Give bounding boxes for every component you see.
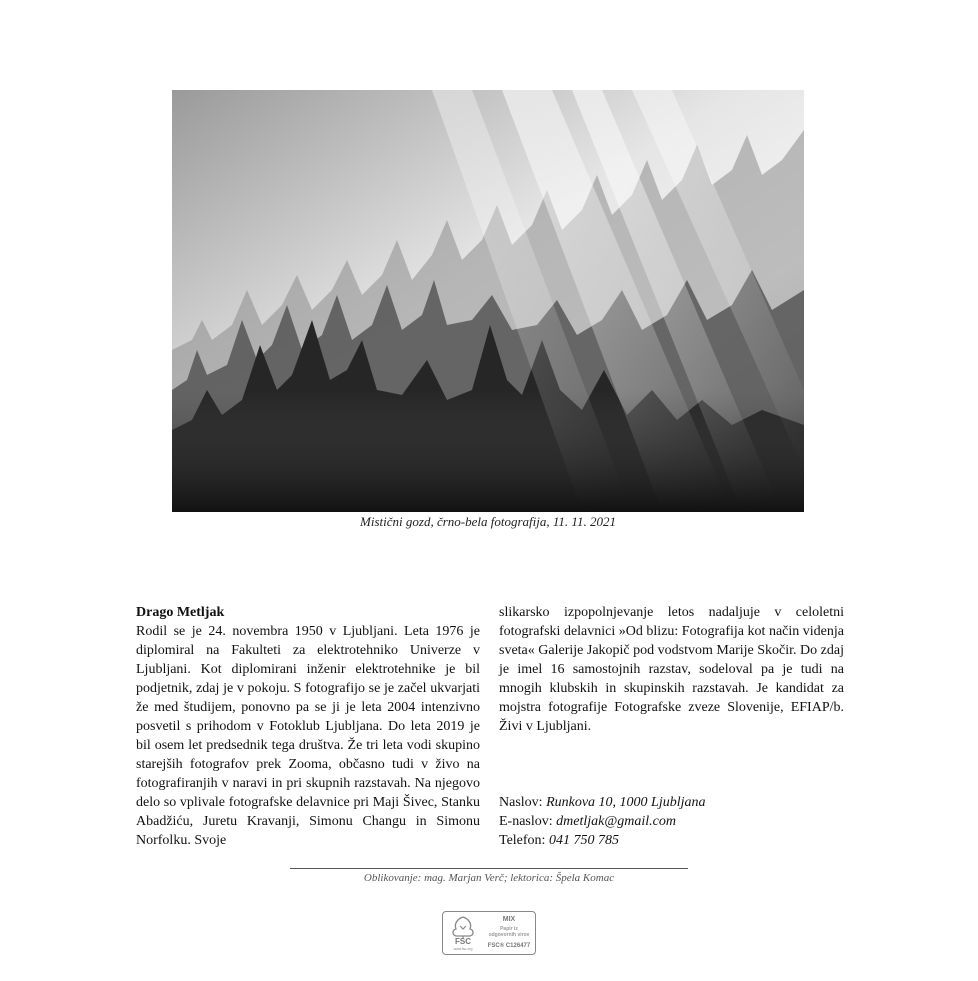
fsc-description-line2: odgovornih virov — [488, 932, 530, 938]
footer-divider — [290, 868, 688, 869]
phone-label: Telefon: — [499, 833, 546, 848]
author-name: Drago Metljak — [136, 605, 225, 620]
bio-column-left — [136, 603, 480, 850]
fsc-description-line1: Papir iz — [500, 926, 518, 932]
phone-value: 041 750 785 — [548, 833, 619, 848]
address-value: Runkova 10, 1000 Ljubljana — [546, 795, 706, 810]
design-credits: Oblikovanje: mag. Marjan Verč; lektorica: Špela Komac — [363, 872, 615, 884]
fsc-logo-url: www.fsc.org — [453, 947, 473, 951]
fsc-logo-text: FSC — [455, 937, 471, 946]
photo-caption: Mistični gozd, črno-bela fotografija, 11. 11. 2021 — [360, 514, 616, 529]
contact-address — [499, 793, 844, 812]
bio-text-left: Rodil se je 24. novembra 1950 v Ljubljani. Leta 1976 je diplomiral na Fakulteti za elektrotehniko Univerze v Ljubljani. Kot diplomirani inženir elektrotehnike je bil podjetnik, zdaj je v pokoju. S fotografijo se je začel ukvarjati že med študijem, ponovno pa se ji je leta 2004 intenzivno posvetil s prihodom v Fotoklub Ljubljana. Do leta 2019 je bil osem let predsednik tega društva. Že tri leta vodi skupino starejših fotografov prek Zooma, občasno tudi v živo na fotografiranjih v naravi in pri skupnih razstavah. Na njegovo delo so vplivale fotografske delavnice pri Maji Šivec, Stanku Abadžiću, Juretu Kravanji, Simonu Changu in Simonu Norfolku. Svoje — [136, 624, 480, 848]
contact-block — [499, 793, 844, 850]
bio-text-right: slikarsko izpopolnjevanje letos nadaljuje v celoletni fotografski delavnici »Od blizu: Fotografija kot način videnja sveta« Galerije Jakopič pod vodstvom Marije Skočir. Do zdaj je imel 16 samostojnih razstav, sodeloval pa je tudi na mnogih klubskih in skupinskih razstavah. Je kandidat za mojstra fotografije Fotografske zveze Slovenije, EFIAP/b. Živi v Ljubljani. — [499, 605, 844, 734]
fsc-label — [442, 911, 536, 955]
fsc-mix: MIX — [502, 916, 516, 923]
contact-email — [499, 812, 844, 831]
email-label: E-naslov: — [499, 814, 553, 829]
contact-phone — [499, 831, 844, 850]
forest-photo — [172, 90, 804, 512]
bio-column-right — [499, 603, 844, 736]
address-label: Naslov: — [499, 795, 543, 810]
email-value: dmetljak@gmail.com — [556, 814, 676, 829]
fsc-code: FSC® C126477 — [487, 943, 531, 949]
fsc-description — [483, 926, 535, 938]
